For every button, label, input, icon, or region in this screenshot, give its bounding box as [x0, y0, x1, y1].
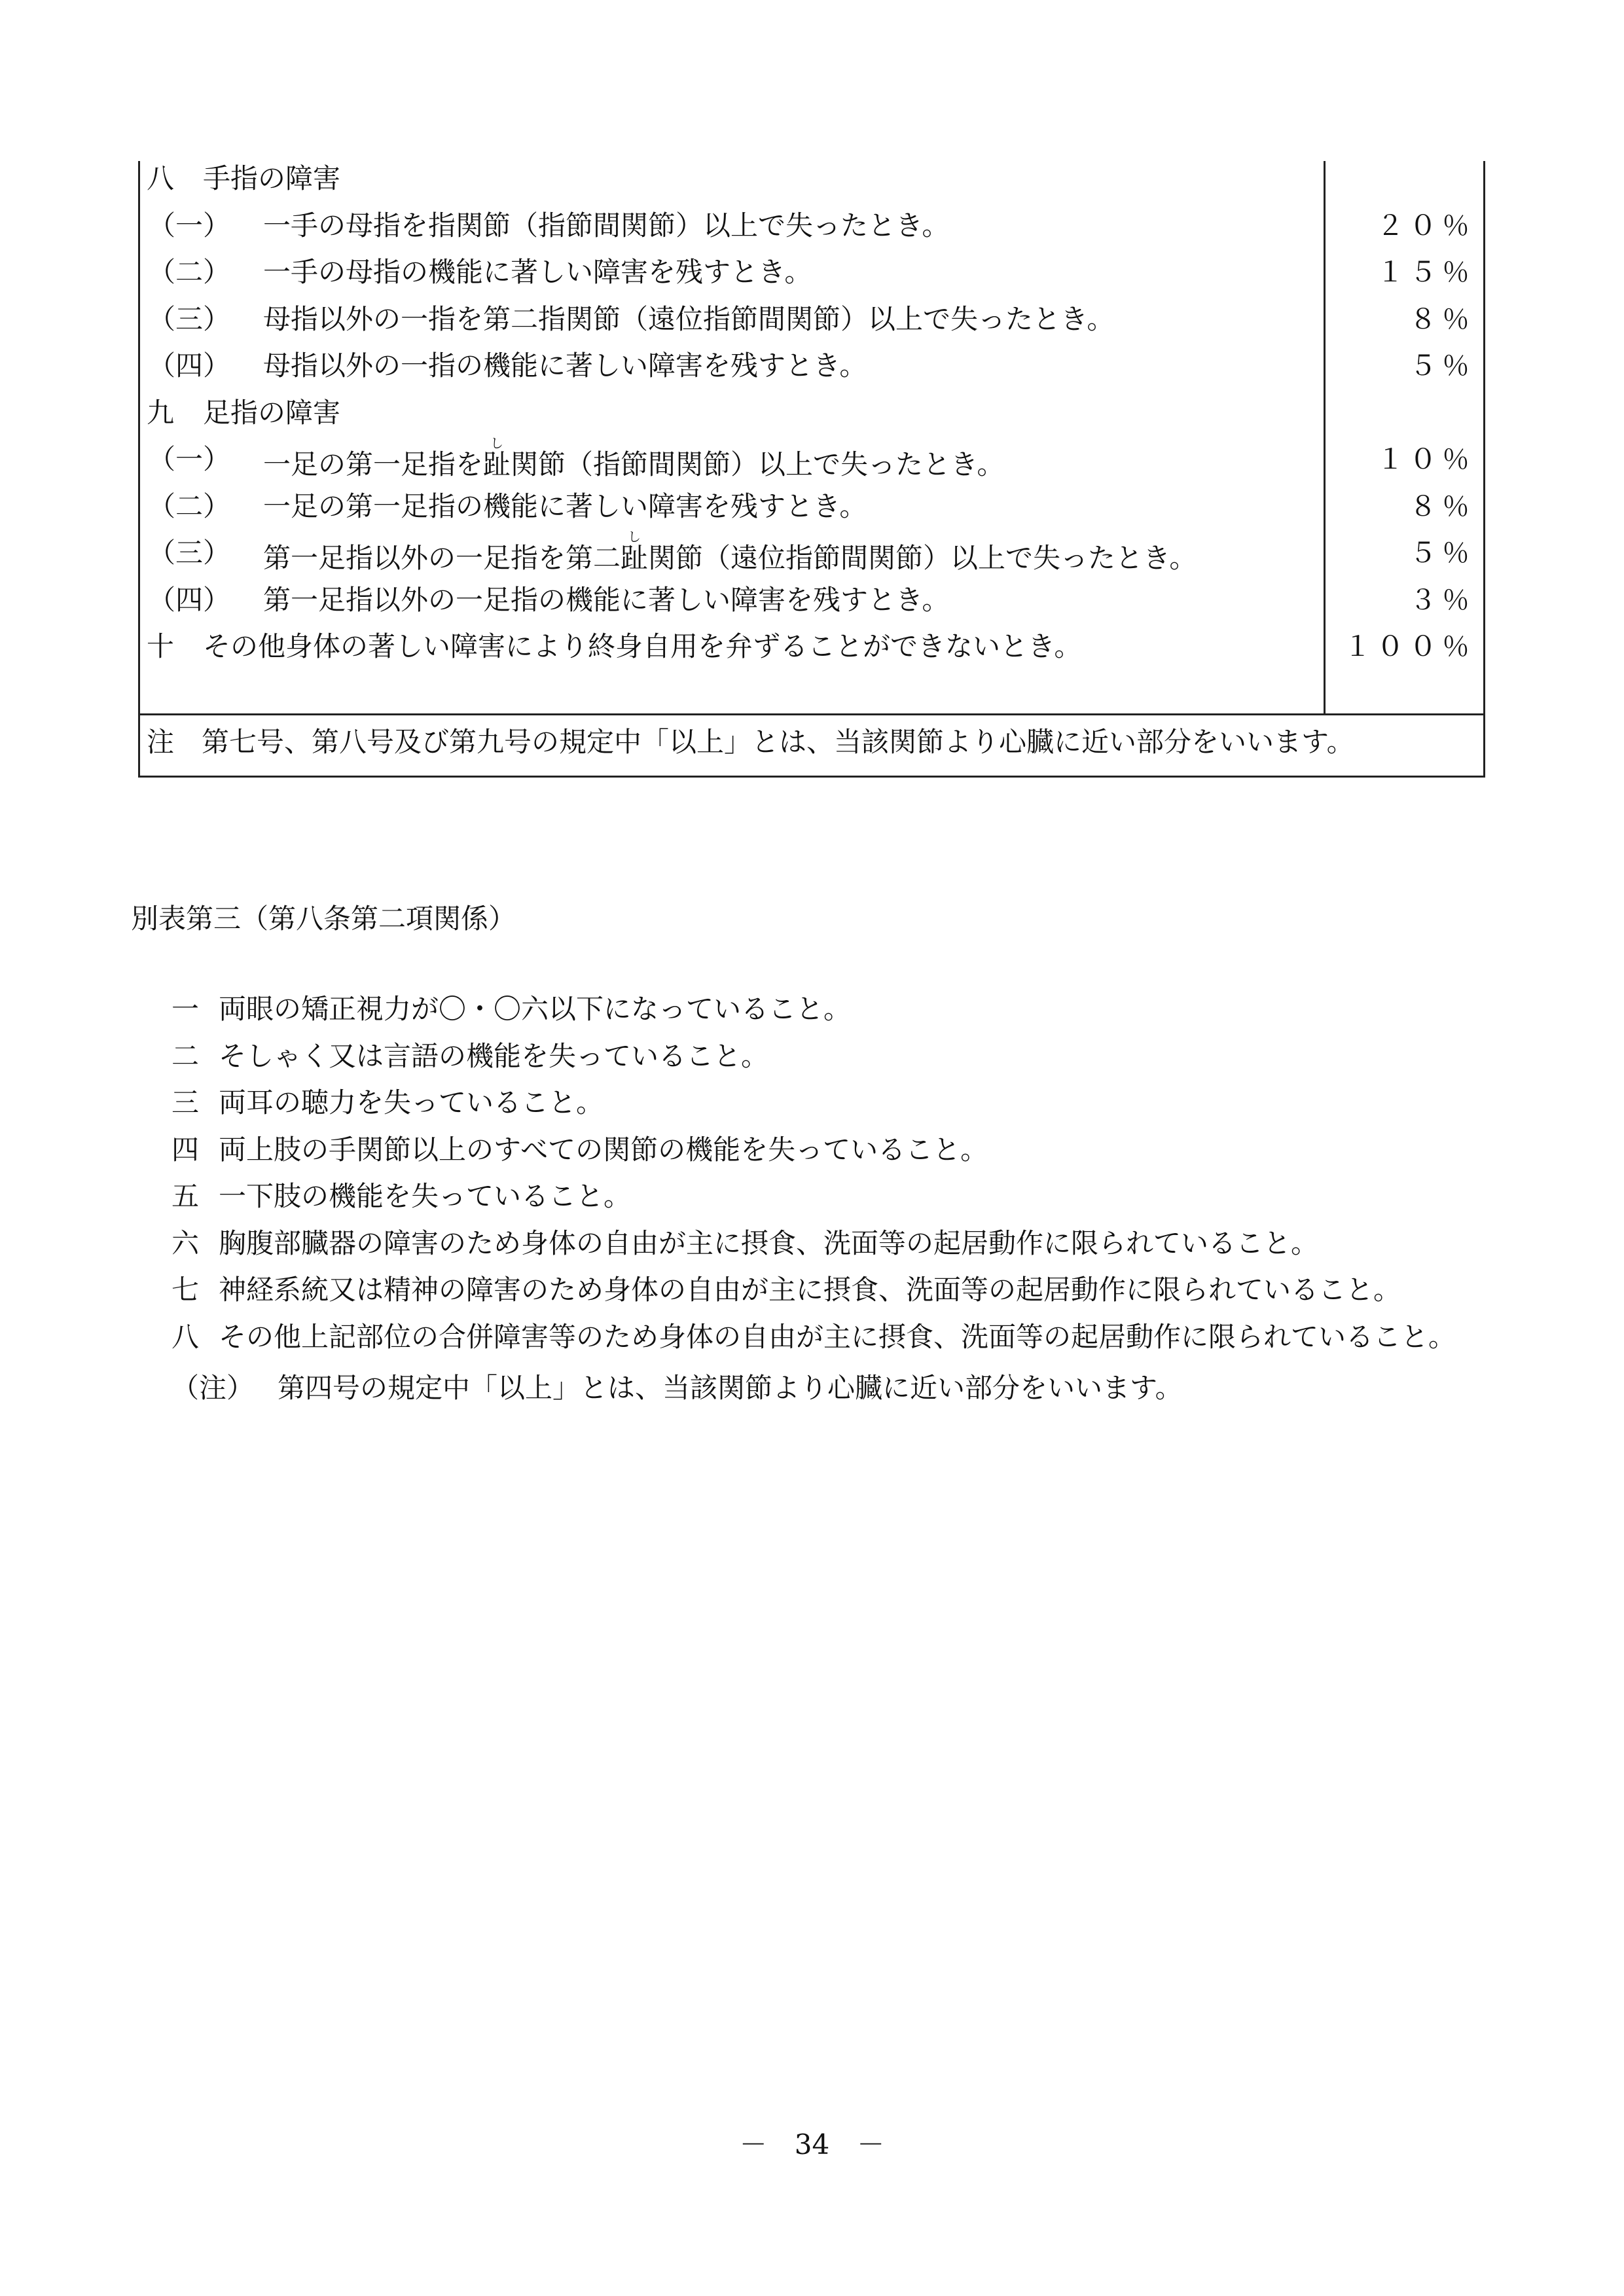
table-note-separator: [138, 713, 1485, 715]
row-text-pre: 第一足指以外の一足指を第二: [263, 542, 621, 574]
appendix-item-number: 七: [171, 1274, 200, 1306]
row-rate: ５％: [1409, 350, 1475, 382]
row-rate: ８％: [1409, 302, 1475, 335]
ruby-base: 趾: [621, 542, 649, 574]
row-number: （三）: [148, 302, 231, 335]
row-text: 足指の障害: [203, 396, 341, 429]
row-rate: ２０％: [1376, 209, 1475, 242]
appendix-item-text: 神経系統又は精神の障害のため身体の自由が主に摂食、洗面等の起居動作に限られていること。: [219, 1274, 1401, 1306]
row-rate: １００％: [1343, 630, 1475, 662]
table-bottom-border: [138, 776, 1485, 778]
row-rate: ８％: [1409, 490, 1475, 522]
appendix-item-text: 両眼の矯正視力が〇・〇六以下になっていること。: [219, 993, 852, 1025]
ruby-reading: し: [483, 435, 511, 451]
table-left-border: [138, 161, 140, 778]
appendix-item-number: 三: [171, 1086, 200, 1119]
row-number: （二）: [148, 256, 231, 288]
row-rate: １０％: [1376, 443, 1475, 475]
table-column-divider: [1324, 161, 1326, 714]
appendix-item-text: 一下肢の機能を失っていること。: [219, 1180, 632, 1212]
row-text: 母指以外の一指の機能に著しい障害を残すとき。: [263, 350, 867, 382]
row-rate: １５％: [1376, 256, 1475, 288]
row-number: （一）: [148, 209, 231, 242]
ruby-annotated-char: [483, 435, 511, 480]
row-text: 手指の障害: [203, 162, 341, 194]
row-rate: ５％: [1409, 537, 1475, 569]
row-number: （一）: [148, 443, 231, 475]
row-text: 第一足指以外の一足指の機能に著しい障害を残すとき。: [263, 583, 950, 616]
row-number: （四）: [148, 583, 231, 616]
row-text-post: 関節（指節間関節）以上で失ったとき。: [511, 448, 1005, 480]
row-number: 九: [147, 396, 175, 429]
appendix-note-text: 第四号の規定中「以上」とは、当該関節より心臓に近い部分をいいます。: [278, 1372, 1183, 1404]
appendix-title: 別表第三（第八条第二項関係）: [131, 903, 516, 935]
appendix-item-number: 四: [171, 1133, 200, 1166]
page-number: － 34 －: [739, 2128, 885, 2161]
row-number: 十: [147, 630, 175, 662]
appendix-item-number: 八: [171, 1320, 200, 1353]
row-text: [263, 436, 1004, 488]
appendix-note-label: （注）: [171, 1372, 255, 1404]
appendix-item-number: 一: [171, 993, 200, 1025]
appendix-item-text: そしゃく又は言語の機能を失っていること。: [219, 1039, 769, 1072]
ruby-reading: し: [621, 529, 649, 545]
ruby-annotated-char: [621, 529, 649, 574]
row-text-post: 関節（遠位指節間関節）以上で失ったとき。: [648, 542, 1197, 574]
row-number: （四）: [148, 350, 231, 382]
table-note: 注 第七号、第八号及び第九号の規定中「以上」とは、当該関節より心臓に近い部分をいいます。: [147, 726, 1354, 758]
row-number: 八: [147, 162, 175, 194]
appendix-item-number: 五: [171, 1180, 200, 1212]
appendix-item-text: 胸腹部臓器の障害のため身体の自由が主に摂食、洗面等の起居動作に限られていること。: [219, 1227, 1319, 1259]
appendix-item-number: 六: [171, 1227, 200, 1259]
row-text: 一足の第一足指の機能に著しい障害を残すとき。: [263, 490, 867, 522]
appendix-item-text: 両上肢の手関節以上のすべての関節の機能を失っていること。: [219, 1133, 988, 1166]
row-text: 一手の母指の機能に著しい障害を残すとき。: [263, 256, 812, 288]
row-text: [263, 529, 1197, 582]
row-rate: ３％: [1409, 583, 1475, 616]
row-text-pre: 一足の第一足指を: [263, 448, 484, 480]
ruby-base: 趾: [483, 448, 511, 480]
row-number: （二）: [148, 490, 231, 522]
row-number: （三）: [148, 537, 231, 569]
row-text: 母指以外の一指を第二指関節（遠位指節間関節）以上で失ったとき。: [263, 302, 1115, 335]
row-text: その他身体の著しい障害により終身自用を弁ずることができないとき。: [203, 630, 1082, 662]
appendix-item-text: 両耳の聴力を失っていること。: [219, 1086, 604, 1119]
row-text: 一手の母指を指関節（指節間関節）以上で失ったとき。: [263, 209, 950, 242]
appendix-item-text: その他上記部位の合併障害等のため身体の自由が主に摂食、洗面等の起居動作に限られていること。: [219, 1320, 1456, 1353]
appendix-item-number: 二: [171, 1039, 200, 1072]
table-right-border: [1483, 161, 1485, 778]
